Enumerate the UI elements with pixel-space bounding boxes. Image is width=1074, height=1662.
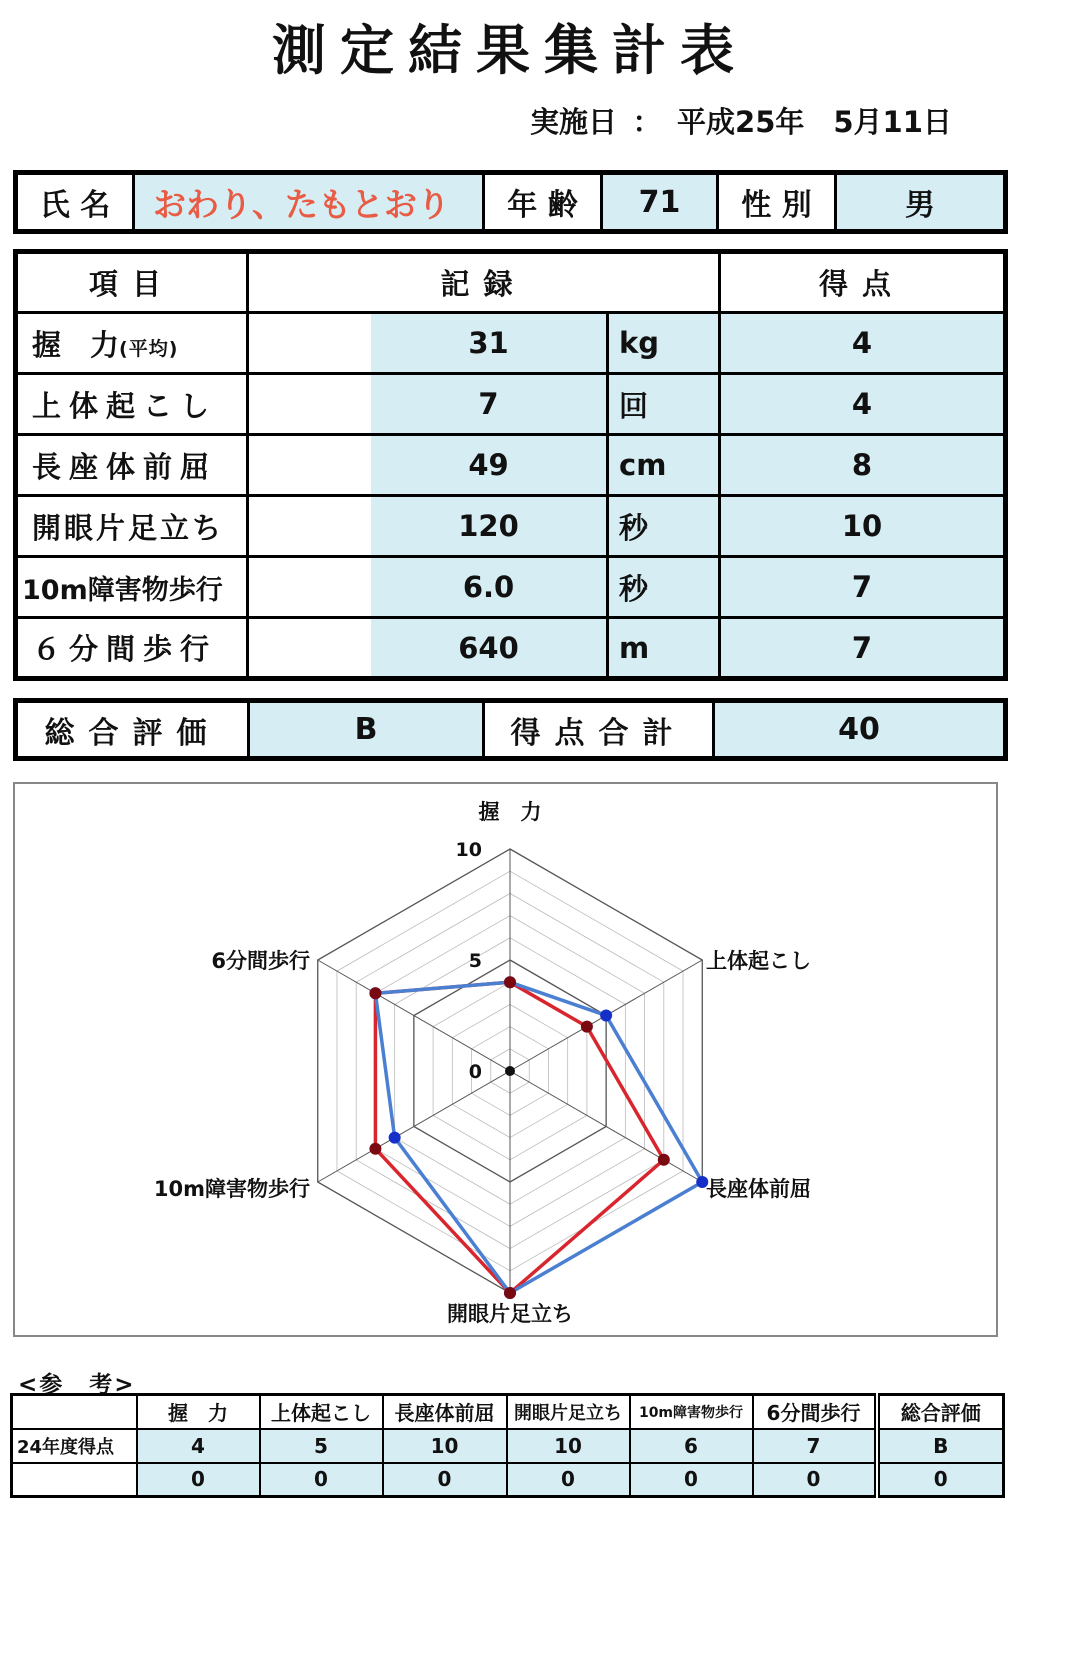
header-item: 項目 bbox=[16, 252, 248, 313]
radar-point bbox=[369, 1143, 381, 1155]
age-value: 71 bbox=[602, 173, 718, 232]
ref-row bbox=[12, 1463, 1004, 1497]
record-item: 長座体前屈 bbox=[16, 435, 248, 496]
date-label: 実施日 bbox=[530, 105, 618, 139]
ref-cell: 10 bbox=[383, 1429, 507, 1463]
info-table bbox=[13, 170, 1008, 234]
radar-point bbox=[389, 1132, 401, 1144]
ref-header: 総合評価 bbox=[877, 1395, 1004, 1429]
ref-header: 6分間歩行 bbox=[753, 1395, 877, 1429]
ref-header: 握 力 bbox=[137, 1395, 260, 1429]
sum-value: 40 bbox=[714, 701, 1006, 759]
record-row bbox=[16, 313, 1006, 374]
record-value: 49 bbox=[248, 435, 608, 496]
radar-series-line bbox=[375, 982, 663, 1293]
record-value: 640 bbox=[248, 618, 608, 679]
radar-tick-label: 5 bbox=[468, 950, 482, 972]
overall-value: B bbox=[249, 701, 484, 759]
radar-center-point bbox=[505, 1066, 515, 1076]
radar-point bbox=[658, 1154, 670, 1166]
gender-value: 男 bbox=[836, 173, 1006, 232]
record-row bbox=[16, 496, 1006, 557]
radar-axis-label: 上体起こし bbox=[706, 949, 811, 973]
reference-label: <参 考> bbox=[18, 1372, 136, 1398]
record-item: 開眼片足立ち bbox=[16, 496, 248, 557]
record-unit: 秒 bbox=[608, 557, 720, 618]
record-item: ６分間歩行 bbox=[16, 618, 248, 679]
record-row bbox=[16, 557, 1006, 618]
ref-row bbox=[12, 1429, 1004, 1463]
header-score: 得点 bbox=[720, 252, 1006, 313]
record-score: 4 bbox=[720, 374, 1006, 435]
ref-cell: 0 bbox=[877, 1463, 1004, 1497]
record-value: 6.0 bbox=[248, 557, 608, 618]
totals-table bbox=[13, 698, 1008, 761]
date-row bbox=[530, 100, 952, 141]
overall-label: 総合評価 bbox=[16, 701, 249, 759]
ref-cell: B bbox=[877, 1429, 1004, 1463]
ref-cell: 0 bbox=[383, 1463, 507, 1497]
record-score: 8 bbox=[720, 435, 1006, 496]
radar-chart-box bbox=[13, 782, 998, 1337]
ref-cell: 7 bbox=[753, 1429, 877, 1463]
record-score: 4 bbox=[720, 313, 1006, 374]
ref-header: 長座体前屈 bbox=[383, 1395, 507, 1429]
record-score: 10 bbox=[720, 496, 1006, 557]
record-row bbox=[16, 435, 1006, 496]
record-value: 31 bbox=[248, 313, 608, 374]
ref-cell: 0 bbox=[753, 1463, 877, 1497]
ref-row-label: 24年度得点 bbox=[12, 1429, 137, 1463]
record-value: 120 bbox=[248, 496, 608, 557]
record-item: 10m障害物歩行 bbox=[16, 557, 248, 618]
header-record: 記録 bbox=[248, 252, 720, 313]
reference-table bbox=[10, 1393, 1005, 1498]
name-value: おわり、たもとおり bbox=[134, 173, 484, 232]
date-value: 平成25年 5月11日 bbox=[677, 105, 952, 139]
radar-axis-label: 6分間歩行 bbox=[211, 949, 310, 973]
sum-label: 得点合計 bbox=[484, 701, 714, 759]
record-score: 7 bbox=[720, 557, 1006, 618]
radar-axis-label: 長座体前屈 bbox=[706, 1177, 811, 1201]
gender-label: 性 別 bbox=[718, 173, 836, 232]
radar-point bbox=[504, 1287, 516, 1299]
ref-cell: 5 bbox=[260, 1429, 383, 1463]
radar-point bbox=[504, 976, 516, 988]
radar-point bbox=[581, 1021, 593, 1033]
ref-cell: 0 bbox=[630, 1463, 753, 1497]
ref-cell: 10 bbox=[507, 1429, 630, 1463]
radar-series-line bbox=[375, 982, 702, 1293]
age-label: 年 齢 bbox=[484, 173, 602, 232]
ref-corner bbox=[12, 1395, 137, 1429]
record-row bbox=[16, 618, 1006, 679]
radar-point bbox=[369, 987, 381, 999]
ref-row-label bbox=[12, 1463, 137, 1497]
record-unit: 秒 bbox=[608, 496, 720, 557]
radar-tick-label: 0 bbox=[468, 1061, 482, 1083]
ref-header: 10m障害物歩行 bbox=[630, 1395, 753, 1429]
ref-cell: 0 bbox=[507, 1463, 630, 1497]
radar-axis-label: 開眼片足立ち bbox=[447, 1302, 573, 1326]
radar-axis-label: 10m障害物歩行 bbox=[153, 1177, 310, 1201]
record-unit: kg bbox=[608, 313, 720, 374]
record-value: 7 bbox=[248, 374, 608, 435]
record-score: 7 bbox=[720, 618, 1006, 679]
records-table bbox=[13, 249, 1008, 681]
ref-header: 開眼片足立ち bbox=[507, 1395, 630, 1429]
radar-tick-label: 10 bbox=[455, 839, 482, 861]
record-item: 上体起こし bbox=[16, 374, 248, 435]
radar-axis-label: 握 力 bbox=[478, 800, 542, 824]
page-title: 測定結果集計表 bbox=[272, 19, 748, 82]
name-label: 氏 名 bbox=[16, 173, 134, 232]
ref-cell: 0 bbox=[137, 1463, 260, 1497]
date-separator: ： bbox=[632, 105, 662, 139]
ref-cell: 0 bbox=[260, 1463, 383, 1497]
record-unit: 回 bbox=[608, 374, 720, 435]
ref-cell: 4 bbox=[137, 1429, 260, 1463]
radar-chart bbox=[15, 784, 996, 1335]
ref-header: 上体起こし bbox=[260, 1395, 383, 1429]
record-row bbox=[16, 374, 1006, 435]
record-item: 握 力(平均) bbox=[16, 313, 248, 374]
ref-cell: 6 bbox=[630, 1429, 753, 1463]
radar-point bbox=[600, 1010, 612, 1022]
record-unit: m bbox=[608, 618, 720, 679]
record-unit: cm bbox=[608, 435, 720, 496]
